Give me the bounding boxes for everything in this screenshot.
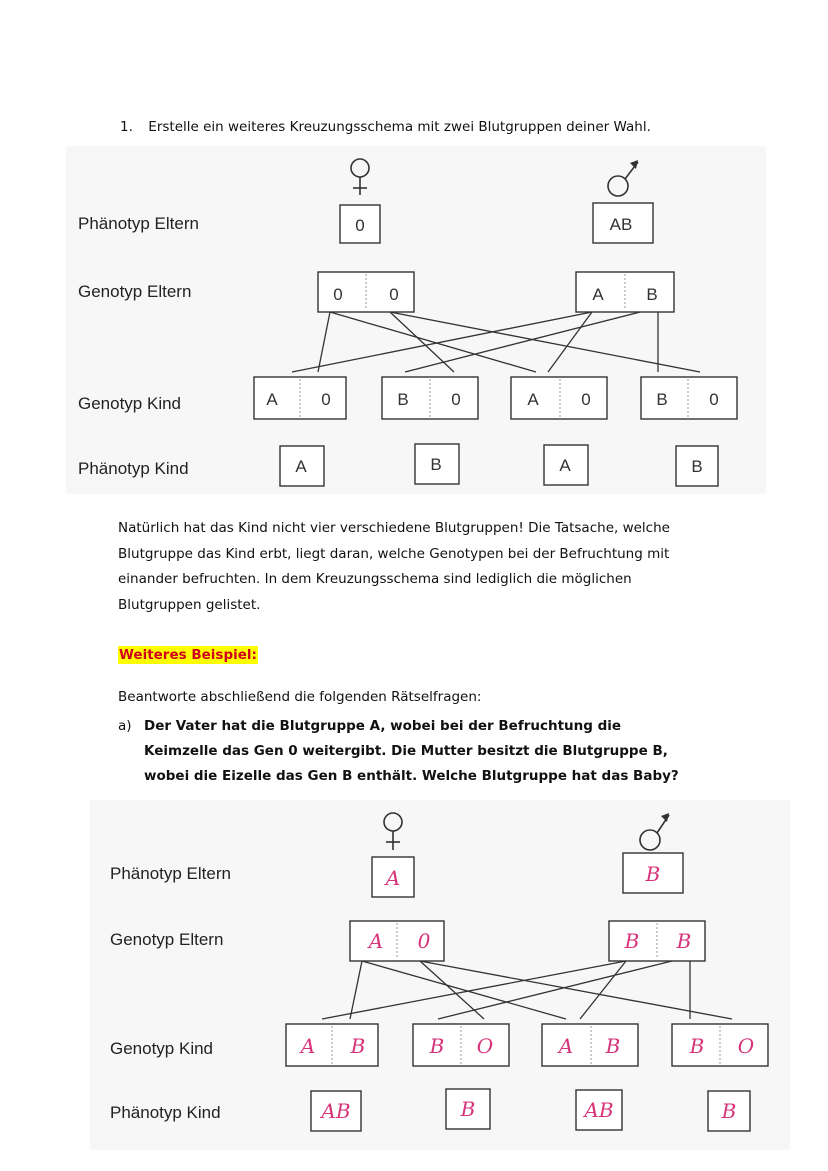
- question-line-2: Keimzelle das Gen 0 weitergibt. Die Mutter besitzt die Blutgruppe B,: [144, 743, 668, 759]
- svg-text:A: A: [300, 1034, 316, 1058]
- question-line-3: wobei die Eizelle das Gen B enthält. Welche Blutgruppe hat das Baby?: [144, 768, 679, 784]
- father-allele-2-2: B: [676, 929, 692, 953]
- child-genotype-2-1: [286, 1024, 378, 1066]
- female-symbol-icon-2: [384, 813, 402, 850]
- question-a: [118, 714, 714, 789]
- diagram2: [110, 813, 768, 1131]
- child-genotype-2-3: [542, 1024, 638, 1066]
- child-phenotype-2-2: B: [460, 1097, 476, 1121]
- mother-allele-2-1: A: [368, 929, 384, 953]
- svg-text:B: B: [397, 390, 409, 409]
- diagram1: [78, 159, 737, 486]
- male-symbol-icon-2: [640, 813, 669, 850]
- svg-text:B: B: [429, 1034, 445, 1058]
- crossing-lines: [292, 312, 700, 372]
- svg-text:0: 0: [709, 390, 719, 409]
- father-phenotype-2: B: [645, 862, 661, 886]
- child-genotype-2: [382, 377, 478, 419]
- child-genotype-3: [511, 377, 607, 419]
- mother-allele-2: 0: [389, 285, 399, 304]
- svg-text:B: B: [656, 390, 668, 409]
- svg-text:B: B: [350, 1034, 366, 1058]
- child-phenotype-2: B: [430, 455, 442, 474]
- question-letter: a): [118, 718, 132, 734]
- child-phenotype-2-3: AB: [584, 1098, 614, 1122]
- child-genotype-2-4: [672, 1024, 768, 1066]
- mother-allele-2-2: 0: [417, 929, 431, 953]
- mother-phenotype: 0: [355, 216, 365, 235]
- male-symbol-icon: [608, 160, 638, 196]
- riddle-intro: Beantworte abschließend die folgenden Rätselfragen:: [118, 689, 482, 705]
- child-phenotype-1: A: [295, 457, 307, 476]
- paragraph-line-2: Blutgruppe das Kind erbt, liegt daran, welche Genotypen bei der Befruchtung mit: [118, 545, 670, 562]
- explanation-paragraph: [118, 516, 718, 618]
- svg-text:A: A: [527, 390, 539, 409]
- child-phenotype-4: B: [691, 457, 703, 476]
- task-number: 1.: [120, 119, 133, 135]
- label-phaenotyp-kind: Phänotyp Kind: [78, 459, 189, 478]
- paragraph-line-4: Blutgruppen gelistet.: [118, 596, 261, 613]
- paragraph-line-3: einander befruchten. In dem Kreuzungsschema sind lediglich die möglichen: [118, 571, 632, 587]
- svg-text:0: 0: [581, 390, 591, 409]
- child-genotype-2-2: [413, 1024, 509, 1066]
- father-allele-2: B: [646, 285, 658, 304]
- crossing-lines-2: [322, 961, 732, 1019]
- svg-text:B: B: [605, 1034, 621, 1058]
- child-genotype-1: [254, 377, 346, 419]
- father-allele-1: A: [592, 285, 604, 304]
- label-genotyp-eltern: Genotyp Eltern: [78, 282, 192, 301]
- highlighted-example-heading: Weiteres Beispiel:: [119, 647, 257, 663]
- father-allele-2-1: B: [624, 929, 640, 953]
- label-phaenotyp-eltern: Phänotyp Eltern: [78, 214, 199, 233]
- svg-text:O: O: [737, 1034, 755, 1058]
- mother-phenotype-2: A: [385, 866, 401, 890]
- task-text: Erstelle ein weiteres Kreuzungsschema mit zwei Blutgruppen deiner Wahl.: [148, 119, 651, 135]
- svg-text:0: 0: [451, 390, 461, 409]
- female-symbol-icon: [351, 159, 369, 195]
- svg-text:A: A: [266, 390, 278, 409]
- label-genotyp-kind-2: Genotyp Kind: [110, 1039, 214, 1058]
- label-genotyp-eltern-2: Genotyp Eltern: [110, 930, 224, 949]
- svg-text:O: O: [476, 1034, 494, 1058]
- svg-text:0: 0: [321, 390, 331, 409]
- label-phaenotyp-eltern-2: Phänotyp Eltern: [110, 864, 231, 883]
- child-phenotype-3: A: [559, 456, 571, 475]
- child-genotype-4: [641, 377, 737, 419]
- svg-text:B: B: [689, 1034, 705, 1058]
- paragraph-line-1: Natürlich hat das Kind nicht vier verschiedene Blutgruppen! Die Tatsache, welche: [118, 520, 670, 536]
- child-phenotype-2-4: B: [721, 1099, 737, 1123]
- father-phenotype: AB: [609, 215, 633, 234]
- svg-text:A: A: [558, 1034, 574, 1058]
- mother-allele-1: 0: [333, 285, 343, 304]
- label-phaenotyp-kind-2: Phänotyp Kind: [110, 1103, 221, 1122]
- question-line-1: Der Vater hat die Blutgruppe A, wobei bei der Befruchtung die: [144, 718, 622, 734]
- label-genotyp-kind: Genotyp Kind: [78, 394, 182, 413]
- child-phenotype-2-1: AB: [321, 1099, 351, 1123]
